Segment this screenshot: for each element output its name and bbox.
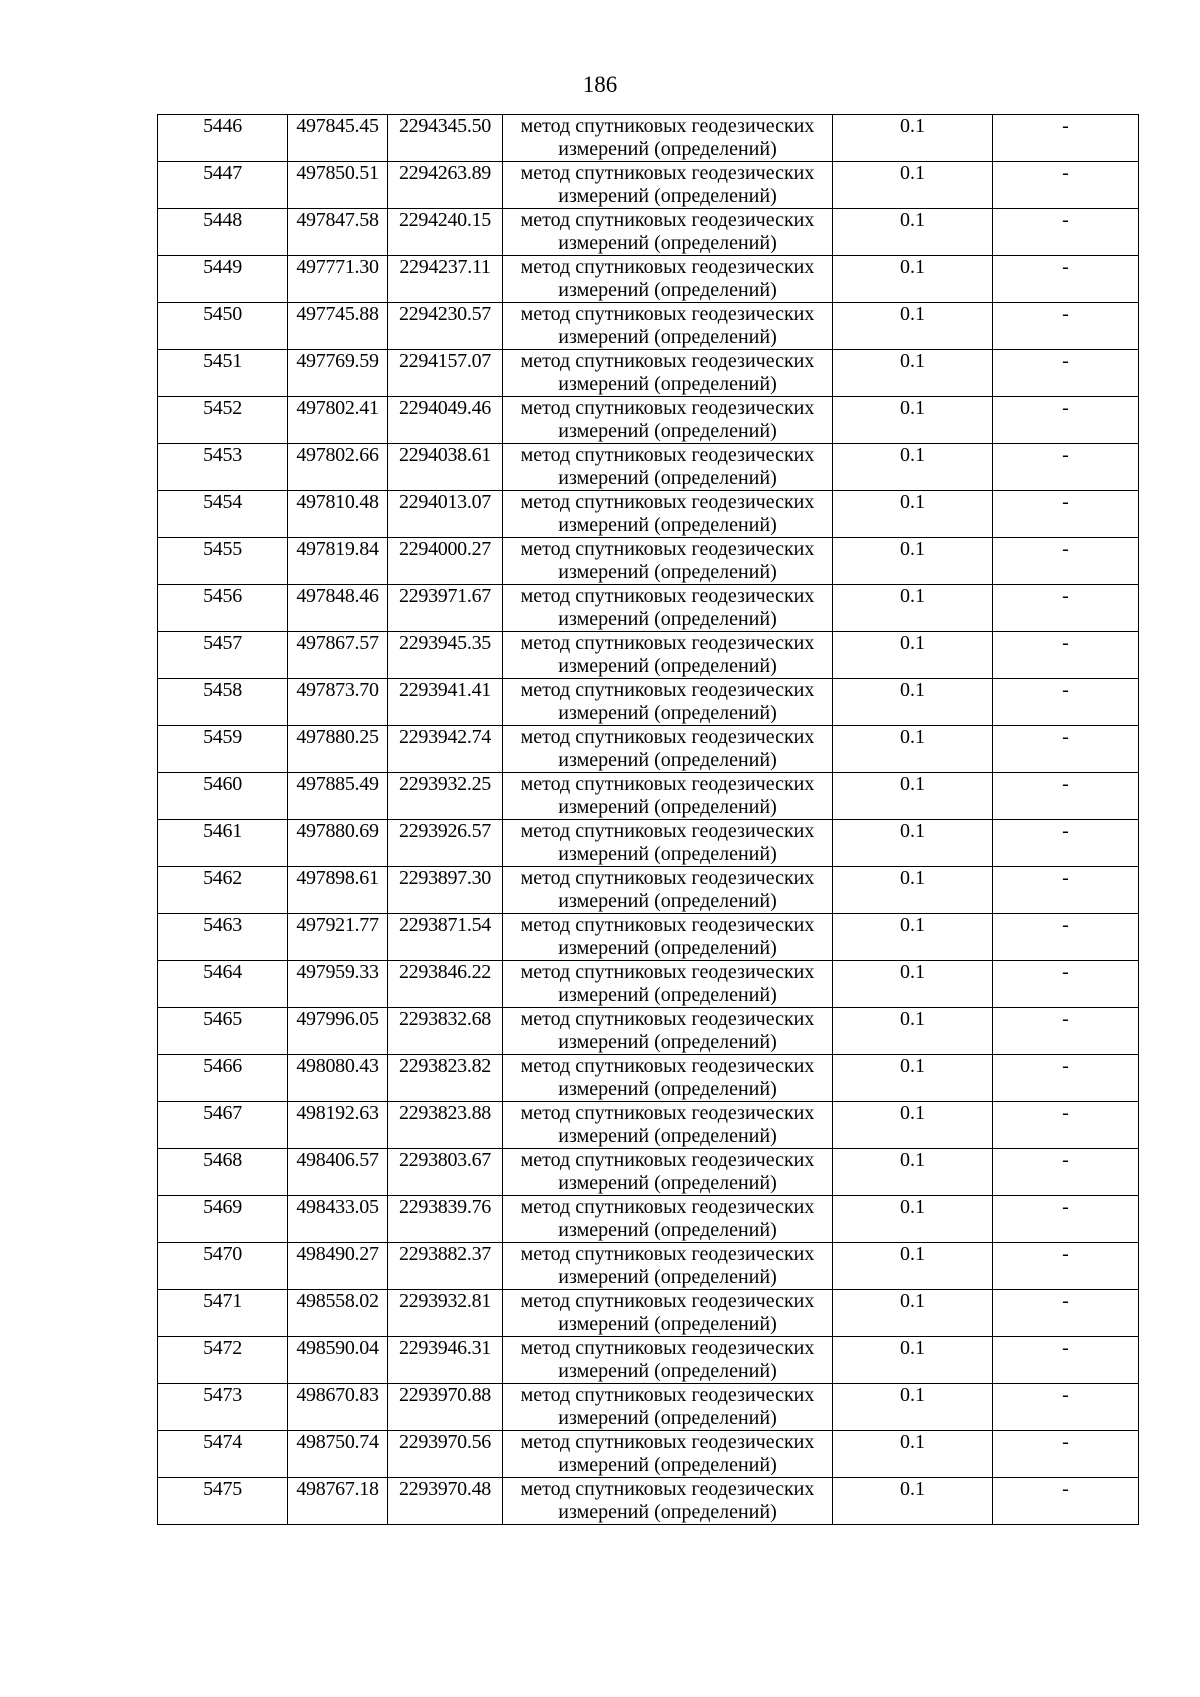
accuracy-cell: 0.1: [833, 491, 993, 538]
x-coordinate-cell: 498406.57: [288, 1149, 388, 1196]
note-cell: -: [993, 491, 1139, 538]
accuracy-cell: 0.1: [833, 1196, 993, 1243]
method-line-1: метод спутниковых геодезических: [520, 961, 815, 983]
accuracy-cell: 0.1: [833, 632, 993, 679]
method-line-1: метод спутниковых геодезических: [520, 397, 815, 419]
note-cell: -: [993, 256, 1139, 303]
point-number-cell: 5463: [158, 914, 288, 961]
table-row: [158, 256, 1139, 303]
method-cell: [503, 1243, 833, 1290]
x-coordinate-cell: 497921.77: [288, 914, 388, 961]
point-number-cell: 5455: [158, 538, 288, 585]
method-line-2: измерений (определений): [558, 373, 777, 395]
point-number-cell: 5471: [158, 1290, 288, 1337]
method-line-2: измерений (определений): [558, 1031, 777, 1053]
method-line-1: метод спутниковых геодезических: [520, 726, 815, 748]
point-number-cell: 5470: [158, 1243, 288, 1290]
accuracy-cell: 0.1: [833, 1055, 993, 1102]
accuracy-cell: 0.1: [833, 1431, 993, 1478]
method-line-1: метод спутниковых геодезических: [520, 1008, 815, 1030]
x-coordinate-cell: 498558.02: [288, 1290, 388, 1337]
accuracy-cell: 0.1: [833, 961, 993, 1008]
table-row: [158, 961, 1139, 1008]
accuracy-cell: 0.1: [833, 256, 993, 303]
x-coordinate-cell: 497802.41: [288, 397, 388, 444]
method-cell: [503, 1337, 833, 1384]
point-number-cell: 5466: [158, 1055, 288, 1102]
x-coordinate-cell: 497802.66: [288, 444, 388, 491]
point-number-cell: 5450: [158, 303, 288, 350]
method-line-1: метод спутниковых геодезических: [520, 1431, 815, 1453]
note-cell: -: [993, 773, 1139, 820]
method-cell: [503, 726, 833, 773]
method-line-2: измерений (определений): [558, 1172, 777, 1194]
y-coordinate-cell: 2294230.57: [388, 303, 503, 350]
method-cell: [503, 773, 833, 820]
method-line-1: метод спутниковых геодезических: [520, 820, 815, 842]
x-coordinate-cell: 497771.30: [288, 256, 388, 303]
method-line-1: метод спутниковых геодезических: [520, 867, 815, 889]
point-number-cell: 5451: [158, 350, 288, 397]
note-cell: -: [993, 961, 1139, 1008]
y-coordinate-cell: 2294240.15: [388, 209, 503, 256]
x-coordinate-cell: 497959.33: [288, 961, 388, 1008]
table-row: [158, 444, 1139, 491]
y-coordinate-cell: 2293970.88: [388, 1384, 503, 1431]
method-line-2: измерений (определений): [558, 843, 777, 865]
method-line-2: измерений (определений): [558, 1313, 777, 1335]
note-cell: -: [993, 1008, 1139, 1055]
table-row: [158, 679, 1139, 726]
point-number-cell: 5464: [158, 961, 288, 1008]
accuracy-cell: 0.1: [833, 820, 993, 867]
y-coordinate-cell: 2293932.25: [388, 773, 503, 820]
method-cell: [503, 115, 833, 162]
method-line-2: измерений (определений): [558, 1078, 777, 1100]
method-line-1: метод спутниковых геодезических: [520, 162, 815, 184]
method-cell: [503, 538, 833, 585]
table-row: [158, 1196, 1139, 1243]
method-line-2: измерений (определений): [558, 1266, 777, 1288]
point-number-cell: 5467: [158, 1102, 288, 1149]
note-cell: -: [993, 1055, 1139, 1102]
method-line-1: метод спутниковых геодезических: [520, 491, 815, 513]
method-line-2: измерений (определений): [558, 561, 777, 583]
y-coordinate-cell: 2293932.81: [388, 1290, 503, 1337]
method-cell: [503, 162, 833, 209]
y-coordinate-cell: 2294049.46: [388, 397, 503, 444]
method-line-1: метод спутниковых геодезических: [520, 773, 815, 795]
x-coordinate-cell: 498750.74: [288, 1431, 388, 1478]
method-line-2: измерений (определений): [558, 937, 777, 959]
method-line-2: измерений (определений): [558, 232, 777, 254]
table-row: [158, 350, 1139, 397]
method-line-1: метод спутниковых геодезических: [520, 914, 815, 936]
y-coordinate-cell: 2293942.74: [388, 726, 503, 773]
y-coordinate-cell: 2293823.82: [388, 1055, 503, 1102]
x-coordinate-cell: 497745.88: [288, 303, 388, 350]
accuracy-cell: 0.1: [833, 303, 993, 350]
accuracy-cell: 0.1: [833, 1384, 993, 1431]
note-cell: -: [993, 397, 1139, 444]
method-line-1: метод спутниковых геодезических: [520, 350, 815, 372]
method-line-1: метод спутниковых геодезических: [520, 444, 815, 466]
note-cell: -: [993, 1102, 1139, 1149]
method-cell: [503, 1055, 833, 1102]
y-coordinate-cell: 2294345.50: [388, 115, 503, 162]
accuracy-cell: 0.1: [833, 397, 993, 444]
table-row: [158, 162, 1139, 209]
accuracy-cell: 0.1: [833, 209, 993, 256]
method-line-2: измерений (определений): [558, 655, 777, 677]
method-line-2: измерений (определений): [558, 1501, 777, 1523]
note-cell: -: [993, 538, 1139, 585]
method-cell: [503, 1196, 833, 1243]
note-cell: -: [993, 209, 1139, 256]
point-number-cell: 5448: [158, 209, 288, 256]
note-cell: -: [993, 1431, 1139, 1478]
method-cell: [503, 397, 833, 444]
table-row: [158, 914, 1139, 961]
method-cell: [503, 444, 833, 491]
table-row: [158, 1478, 1139, 1525]
table-body: [158, 115, 1139, 1525]
y-coordinate-cell: 2293839.76: [388, 1196, 503, 1243]
note-cell: -: [993, 679, 1139, 726]
x-coordinate-cell: 497885.49: [288, 773, 388, 820]
accuracy-cell: 0.1: [833, 444, 993, 491]
method-line-1: метод спутниковых геодезических: [520, 209, 815, 231]
method-line-1: метод спутниковых геодезических: [520, 1055, 815, 1077]
accuracy-cell: 0.1: [833, 1102, 993, 1149]
method-cell: [503, 1478, 833, 1525]
point-number-cell: 5446: [158, 115, 288, 162]
point-number-cell: 5465: [158, 1008, 288, 1055]
y-coordinate-cell: 2293970.48: [388, 1478, 503, 1525]
method-line-2: измерений (определений): [558, 185, 777, 207]
point-number-cell: 5459: [158, 726, 288, 773]
accuracy-cell: 0.1: [833, 726, 993, 773]
method-cell: [503, 1431, 833, 1478]
note-cell: -: [993, 632, 1139, 679]
note-cell: -: [993, 1243, 1139, 1290]
table-row: [158, 1384, 1139, 1431]
page-number: 186: [582, 72, 618, 97]
x-coordinate-cell: 497898.61: [288, 867, 388, 914]
x-coordinate-cell: 497880.69: [288, 820, 388, 867]
method-cell: [503, 961, 833, 1008]
method-cell: [503, 256, 833, 303]
point-number-cell: 5472: [158, 1337, 288, 1384]
y-coordinate-cell: 2293803.67: [388, 1149, 503, 1196]
method-cell: [503, 350, 833, 397]
x-coordinate-cell: 498670.83: [288, 1384, 388, 1431]
x-coordinate-cell: 498767.18: [288, 1478, 388, 1525]
y-coordinate-cell: 2293970.56: [388, 1431, 503, 1478]
point-number-cell: 5469: [158, 1196, 288, 1243]
accuracy-cell: 0.1: [833, 679, 993, 726]
x-coordinate-cell: 497996.05: [288, 1008, 388, 1055]
method-line-1: метод спутниковых геодезических: [520, 303, 815, 325]
y-coordinate-cell: 2294000.27: [388, 538, 503, 585]
x-coordinate-cell: 498192.63: [288, 1102, 388, 1149]
y-coordinate-cell: 2294157.07: [388, 350, 503, 397]
table-row: [158, 820, 1139, 867]
x-coordinate-cell: 497810.48: [288, 491, 388, 538]
y-coordinate-cell: 2293971.67: [388, 585, 503, 632]
method-line-2: измерений (определений): [558, 608, 777, 630]
note-cell: -: [993, 726, 1139, 773]
accuracy-cell: 0.1: [833, 1290, 993, 1337]
table-row: [158, 867, 1139, 914]
method-cell: [503, 820, 833, 867]
accuracy-cell: 0.1: [833, 162, 993, 209]
method-line-2: измерений (определений): [558, 1407, 777, 1429]
method-line-2: измерений (определений): [558, 326, 777, 348]
note-cell: -: [993, 585, 1139, 632]
method-cell: [503, 632, 833, 679]
x-coordinate-cell: 498080.43: [288, 1055, 388, 1102]
accuracy-cell: 0.1: [833, 1478, 993, 1525]
point-number-cell: 5458: [158, 679, 288, 726]
x-coordinate-cell: 498490.27: [288, 1243, 388, 1290]
y-coordinate-cell: 2294237.11: [388, 256, 503, 303]
point-number-cell: 5447: [158, 162, 288, 209]
method-line-2: измерений (определений): [558, 702, 777, 724]
accuracy-cell: 0.1: [833, 585, 993, 632]
table-row: [158, 1149, 1139, 1196]
accuracy-cell: 0.1: [833, 914, 993, 961]
accuracy-cell: 0.1: [833, 867, 993, 914]
point-number-cell: 5449: [158, 256, 288, 303]
method-line-1: метод спутниковых геодезических: [520, 585, 815, 607]
method-line-1: метод спутниковых геодезических: [520, 538, 815, 560]
method-line-2: измерений (определений): [558, 1360, 777, 1382]
table-row: [158, 1290, 1139, 1337]
note-cell: -: [993, 162, 1139, 209]
note-cell: -: [993, 444, 1139, 491]
method-cell: [503, 1102, 833, 1149]
method-line-2: измерений (определений): [558, 749, 777, 771]
point-number-cell: 5460: [158, 773, 288, 820]
method-line-2: измерений (определений): [558, 138, 777, 160]
method-cell: [503, 1149, 833, 1196]
method-line-1: метод спутниковых геодезических: [520, 1290, 815, 1312]
accuracy-cell: 0.1: [833, 773, 993, 820]
point-number-cell: 5457: [158, 632, 288, 679]
accuracy-cell: 0.1: [833, 1008, 993, 1055]
method-cell: [503, 914, 833, 961]
x-coordinate-cell: 497845.45: [288, 115, 388, 162]
y-coordinate-cell: 2294038.61: [388, 444, 503, 491]
point-number-cell: 5468: [158, 1149, 288, 1196]
table-row: [158, 1431, 1139, 1478]
table-row: [158, 726, 1139, 773]
method-line-1: метод спутниковых геодезических: [520, 1196, 815, 1218]
method-line-2: измерений (определений): [558, 890, 777, 912]
method-line-2: измерений (определений): [558, 467, 777, 489]
note-cell: -: [993, 115, 1139, 162]
note-cell: -: [993, 867, 1139, 914]
point-number-cell: 5452: [158, 397, 288, 444]
y-coordinate-cell: 2293832.68: [388, 1008, 503, 1055]
table-row: [158, 538, 1139, 585]
point-number-cell: 5454: [158, 491, 288, 538]
table-row: [158, 632, 1139, 679]
table-row: [158, 1055, 1139, 1102]
note-cell: -: [993, 820, 1139, 867]
y-coordinate-cell: 2293871.54: [388, 914, 503, 961]
note-cell: -: [993, 1384, 1139, 1431]
accuracy-cell: 0.1: [833, 1243, 993, 1290]
x-coordinate-cell: 497819.84: [288, 538, 388, 585]
method-cell: [503, 1290, 833, 1337]
method-line-1: метод спутниковых геодезических: [520, 1102, 815, 1124]
x-coordinate-cell: 497873.70: [288, 679, 388, 726]
method-line-1: метод спутниковых геодезических: [520, 1384, 815, 1406]
note-cell: -: [993, 914, 1139, 961]
table-row: [158, 1337, 1139, 1384]
note-cell: -: [993, 1478, 1139, 1525]
accuracy-cell: 0.1: [833, 1337, 993, 1384]
x-coordinate-cell: 498590.04: [288, 1337, 388, 1384]
table-row: [158, 1243, 1139, 1290]
note-cell: -: [993, 1196, 1139, 1243]
table-row: [158, 303, 1139, 350]
table-row: [158, 773, 1139, 820]
point-number-cell: 5474: [158, 1431, 288, 1478]
y-coordinate-cell: 2293926.57: [388, 820, 503, 867]
note-cell: -: [993, 1149, 1139, 1196]
method-line-2: измерений (определений): [558, 796, 777, 818]
point-number-cell: 5456: [158, 585, 288, 632]
point-number-cell: 5475: [158, 1478, 288, 1525]
method-cell: [503, 491, 833, 538]
x-coordinate-cell: 497880.25: [288, 726, 388, 773]
x-coordinate-cell: 497850.51: [288, 162, 388, 209]
method-line-2: измерений (определений): [558, 514, 777, 536]
x-coordinate-cell: 497847.58: [288, 209, 388, 256]
method-cell: [503, 303, 833, 350]
y-coordinate-cell: 2293941.41: [388, 679, 503, 726]
table-row: [158, 491, 1139, 538]
y-coordinate-cell: 2294013.07: [388, 491, 503, 538]
y-coordinate-cell: 2293882.37: [388, 1243, 503, 1290]
method-line-1: метод спутниковых геодезических: [520, 1337, 815, 1359]
method-line-2: измерений (определений): [558, 420, 777, 442]
y-coordinate-cell: 2293946.31: [388, 1337, 503, 1384]
note-cell: -: [993, 350, 1139, 397]
method-line-1: метод спутниковых геодезических: [520, 1478, 815, 1500]
method-line-1: метод спутниковых геодезических: [520, 632, 815, 654]
x-coordinate-cell: 497848.46: [288, 585, 388, 632]
note-cell: -: [993, 303, 1139, 350]
note-cell: -: [993, 1290, 1139, 1337]
table-row: [158, 397, 1139, 444]
x-coordinate-cell: 498433.05: [288, 1196, 388, 1243]
coordinates-table: [157, 114, 1139, 1525]
method-line-2: измерений (определений): [558, 984, 777, 1006]
method-cell: [503, 1008, 833, 1055]
point-number-cell: 5473: [158, 1384, 288, 1431]
table-row: [158, 585, 1139, 632]
x-coordinate-cell: 497867.57: [288, 632, 388, 679]
accuracy-cell: 0.1: [833, 350, 993, 397]
method-line-1: метод спутниковых геодезических: [520, 256, 815, 278]
point-number-cell: 5453: [158, 444, 288, 491]
method-line-1: метод спутниковых геодезических: [520, 115, 815, 137]
method-line-2: измерений (определений): [558, 279, 777, 301]
method-line-2: измерений (определений): [558, 1125, 777, 1147]
x-coordinate-cell: 497769.59: [288, 350, 388, 397]
y-coordinate-cell: 2293897.30: [388, 867, 503, 914]
point-number-cell: 5461: [158, 820, 288, 867]
method-cell: [503, 867, 833, 914]
method-line-1: метод спутниковых геодезических: [520, 1243, 815, 1265]
method-line-1: метод спутниковых геодезических: [520, 1149, 815, 1171]
table-row: [158, 115, 1139, 162]
point-number-cell: 5462: [158, 867, 288, 914]
accuracy-cell: 0.1: [833, 115, 993, 162]
accuracy-cell: 0.1: [833, 1149, 993, 1196]
method-line-2: измерений (определений): [558, 1454, 777, 1476]
table-row: [158, 209, 1139, 256]
method-cell: [503, 585, 833, 632]
method-cell: [503, 679, 833, 726]
y-coordinate-cell: 2293945.35: [388, 632, 503, 679]
y-coordinate-cell: 2293823.88: [388, 1102, 503, 1149]
y-coordinate-cell: 2294263.89: [388, 162, 503, 209]
method-line-2: измерений (определений): [558, 1219, 777, 1241]
y-coordinate-cell: 2293846.22: [388, 961, 503, 1008]
note-cell: -: [993, 1337, 1139, 1384]
method-cell: [503, 209, 833, 256]
accuracy-cell: 0.1: [833, 538, 993, 585]
method-line-1: метод спутниковых геодезических: [520, 679, 815, 701]
table-row: [158, 1102, 1139, 1149]
table-row: [158, 1008, 1139, 1055]
method-cell: [503, 1384, 833, 1431]
